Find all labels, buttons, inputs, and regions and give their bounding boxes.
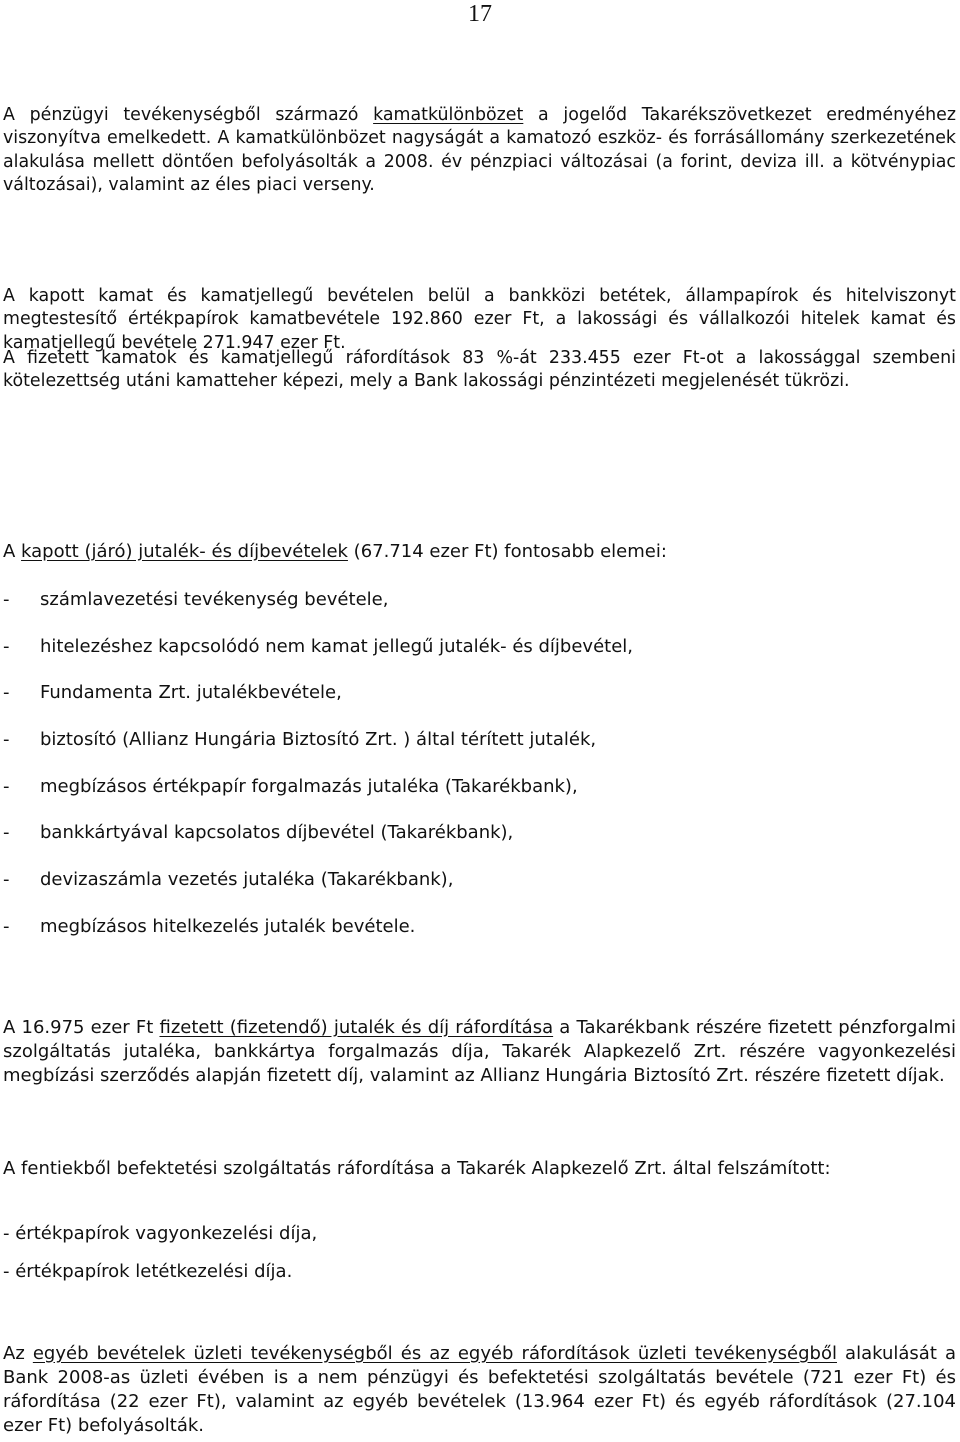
list-item: - hitelezéshez kapcsolódó nem kamat jellegű jutalék- és díjbevétel,	[3, 636, 634, 657]
p1-text-pre: A pénzügyi tevékenységből származó	[3, 105, 374, 125]
p4-text-post: (67.714 ezer Ft) fontosabb elemei:	[347, 541, 667, 562]
p5-text-post: a Takarékbank részére fizetett pénzforgalmi szolgáltatás jutaléka, bankkártya forgalmazás díja, Takarék Alapkezelő Zrt. részére vagyonkezelési megbízási szerződés alapján fizetett díj, valamint az Allianz Hungária Biztosító Zrt. részére fizetett díjak.	[3, 1017, 957, 1086]
list-item: - bankkártyával kapcsolatos díjbevétel (Takarékbank),	[3, 822, 514, 843]
list-item: - Fundamenta Zrt. jutalékbevétele,	[3, 682, 342, 703]
list-item: - megbízásos hitelkezelés jutalék bevétele.	[3, 916, 416, 937]
p1-text-post: a jogelőd Takarékszövetkezet eredményéhez viszonyítva emelkedett. A kamatkülönbözet nagyságát a kamatozó eszköz- és forrásállomány szerkezetének alakulása mellett döntően befolyásolták a 2008. év pénzpiaci változásai (a forint, deviza ill. a kötvénypiac változásai), valamint az éles piaci verseny.	[3, 105, 956, 195]
paragraph-interest-income: A kapott kamat és kamatjellegű bevételen belül a bankközi betétek, állampapírok és hitelviszonyt megtestesítő értékpapírok kamatbevétele 192.860 ezer Ft, a lakossági és vállalkozói hitelek kamat és kamatjellegű bevétele 271.947 ezer Ft.	[3, 286, 956, 353]
p7-underlined-term: egyéb bevételek üzleti tevékenységből és az egyéb ráfordítások üzleti tevékenységből	[32, 1343, 837, 1364]
p7-text-post: alakulását a Bank 2008-as üzleti évében is a nem pénzügyi és befektetési szolgáltatás bevétele (721 ezer Ft) és ráfordítása (22 ezer Ft), valamint az egyéb bevételek (13.964 ezer Ft) és egyéb ráfordítások (27.104 ezer Ft) befolyásolták.	[3, 1343, 957, 1436]
paragraph-interest-expense: A fizetett kamatok és kamatjellegű ráfordítások 83 %-át 233.455 ezer Ft-ot a lakossággal szembeni kötelezettség utáni kamatteher képezi, mely a Bank lakossági pénzintézeti megjelenését tükrözi.	[3, 348, 956, 392]
list-item: - biztosító (Allianz Hungária Biztosító Zrt. ) által térített jutalék,	[3, 729, 597, 750]
p1-underlined-term: kamatkülönbözet	[373, 105, 524, 125]
list-item: - megbízásos értékpapír forgalmazás jutaléka (Takarékbank),	[3, 776, 578, 797]
page-number: 17	[468, 1, 492, 27]
paragraph-fee-expense	[3, 1016, 956, 1088]
p7-text-pre: Az	[3, 1343, 33, 1364]
list-item: - számlavezetési tevékenység bevétele,	[3, 589, 389, 610]
p4-text-pre: A	[3, 541, 22, 562]
list-item: - értékpapírok vagyonkezelési díja,	[3, 1223, 318, 1244]
paragraph-other-income	[3, 1342, 956, 1438]
paragraph-interest-margin	[3, 104, 956, 197]
paragraph-investment-services: A fentiekből befektetési szolgáltatás ráfordítása a Takarék Alapkezelő Zrt. által felszámított:	[3, 1158, 831, 1179]
list-item: - devizaszámla vezetés jutaléka (Takarékbank),	[3, 869, 454, 890]
p5-text-pre: A 16.975 ezer Ft	[3, 1017, 160, 1038]
p5-underlined-term: fizetett (fizetendő) jutalék és díj ráfordítása	[159, 1017, 554, 1038]
list-item: - értékpapírok letétkezelési díja.	[3, 1261, 293, 1282]
paragraph-fee-income-intro	[3, 540, 956, 564]
p4-underlined-term: kapott (járó) jutalék- és díjbevételek	[21, 541, 348, 562]
